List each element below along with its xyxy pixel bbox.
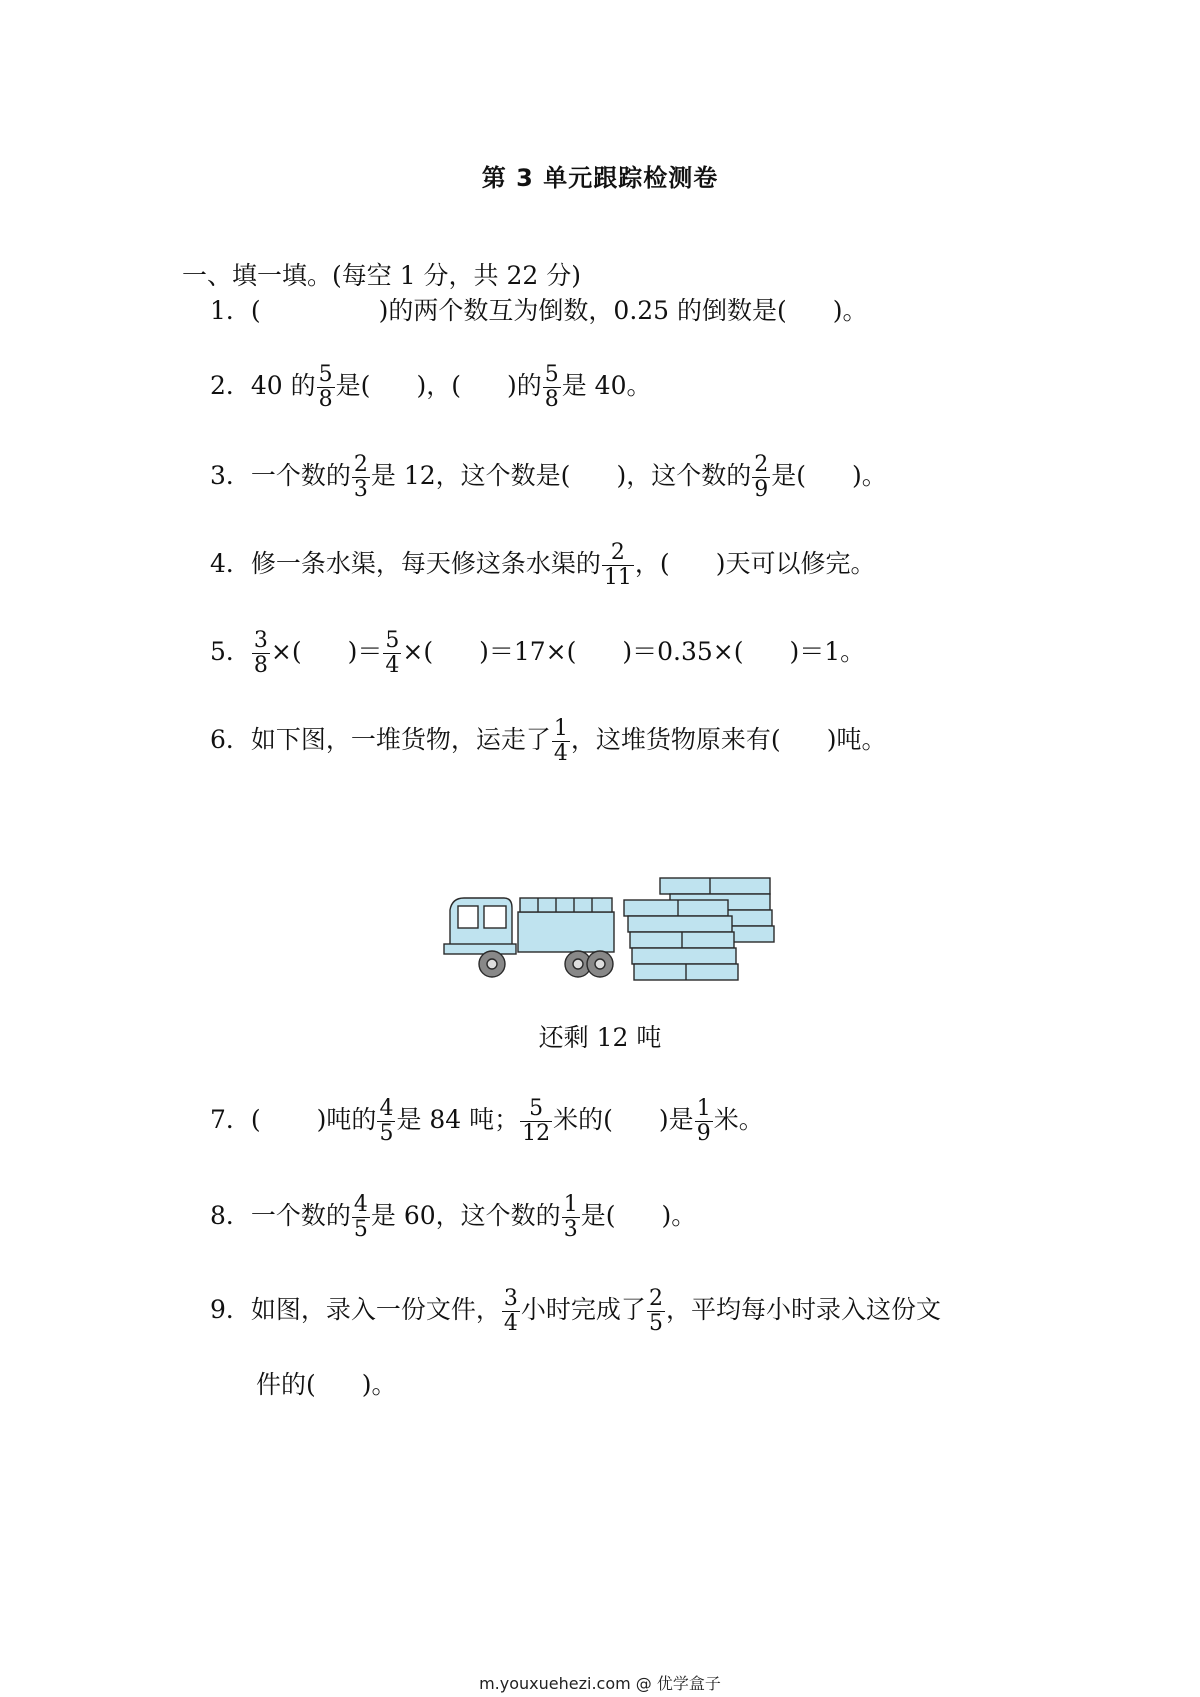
- question-number: 5．: [210, 637, 251, 666]
- question-number: 9．: [210, 1295, 251, 1324]
- fraction: $\frac{1}{4}$: [553, 716, 568, 766]
- page-title: 第 3 单元跟踪检测卷: [481, 164, 719, 192]
- fraction: $\frac{5}{8}$: [318, 362, 333, 412]
- section-heading: 一、填一填。(每空 1 分，共 22 分): [182, 261, 582, 290]
- fraction: $\frac{5}{8}$: [544, 362, 559, 412]
- fraction: $\frac{4}{5}$: [379, 1096, 394, 1146]
- question-number: 4．: [210, 549, 251, 578]
- footer-watermark: m.youxuehezi.com @ 优学盒子: [479, 1674, 721, 1693]
- question-9: 9．如图，录入一份文件， $\frac{3}{4}$ 小时完成了 $\frac{2}{5}$ ，平均每小时录入这份文: [210, 1286, 941, 1336]
- fraction: $\frac{3}{8}$: [253, 628, 268, 678]
- question-6: 6．如下图，一堆货物，运走了 $\frac{1}{4}$ ，这堆货物原来有( )吨。: [210, 716, 887, 766]
- fraction: $\frac{4}{5}$: [353, 1192, 368, 1242]
- truck-icon: [444, 898, 614, 977]
- question-5: 5． $\frac{3}{8}$ ×( )＝ $\frac{5}{4}$ ×( )＝17×( )＝0.35×( )＝1。: [210, 628, 866, 678]
- fraction: $\frac{5}{4}$: [385, 628, 400, 678]
- question-number: 1．: [210, 296, 251, 325]
- fraction: $\frac{5}{12}$: [522, 1096, 551, 1146]
- illustration-caption: 还剩 12 吨: [538, 1023, 662, 1052]
- question-4: 4．修一条水渠，每天修这条水渠的 $\frac{2}{11}$ ，( )天可以修完。: [210, 540, 876, 590]
- question-number: 6．: [210, 725, 251, 754]
- question-9-continued: 件的( )。: [256, 1370, 397, 1399]
- question-number: 8．: [210, 1201, 251, 1230]
- question-7: 7．( )吨的 $\frac{4}{5}$ 是 84 吨； $\frac{5}{12}$ 米的( )是 $\frac{1}{9}$ 米。: [210, 1096, 764, 1146]
- fraction: $\frac{1}{9}$: [696, 1096, 711, 1146]
- question-8: 8．一个数的 $\frac{4}{5}$ 是 60，这个数的 $\frac{1}{3}$ 是( )。: [210, 1192, 697, 1242]
- truck-cargo-illustration: [440, 860, 800, 990]
- fraction: $\frac{2}{3}$: [353, 452, 368, 502]
- question-3: 3．一个数的 $\frac{2}{3}$ 是 12，这个数是( )，这个数的 $\frac{2}{9}$ 是( )。: [210, 452, 887, 502]
- question-2: 2．40 的 $\frac{5}{8}$ 是( )，( )的 $\frac{5}{8}$ 是 40。: [210, 362, 652, 412]
- question-number: 3．: [210, 461, 251, 490]
- cargo-stack-icon: [624, 878, 774, 980]
- question-number: 2．: [210, 371, 251, 400]
- fraction: $\frac{1}{3}$: [563, 1192, 578, 1242]
- fraction: $\frac{2}{9}$: [754, 452, 769, 502]
- fraction: $\frac{2}{5}$: [648, 1286, 663, 1336]
- fraction: $\frac{2}{11}$: [603, 540, 632, 590]
- question-number: 7．: [210, 1105, 251, 1134]
- fraction: $\frac{3}{4}$: [503, 1286, 518, 1336]
- question-1: 1．( )的两个数互为倒数，0.25 的倒数是( )。: [210, 296, 868, 325]
